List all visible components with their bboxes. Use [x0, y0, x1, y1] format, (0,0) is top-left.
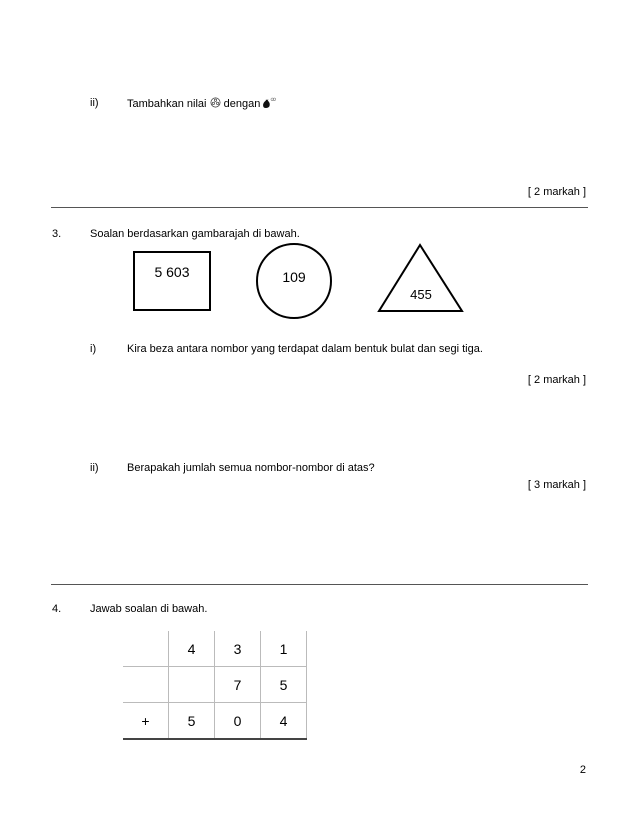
square-value: 5 603: [154, 264, 190, 280]
table-cell: [169, 667, 215, 703]
table-cell: [123, 667, 169, 703]
q3-part-i-marks: [ 2 markah ]: [527, 374, 586, 386]
q3-part-i-label: i): [90, 343, 97, 355]
circle-value: 109: [282, 269, 306, 285]
table-row: [123, 631, 307, 667]
table-cell: [123, 631, 169, 667]
addition-table: [123, 631, 307, 740]
q3-number: 3.: [52, 228, 62, 240]
q3-part-ii-marks: [ 3 markah ]: [527, 479, 586, 491]
q3-part-ii-text: Berapakah jumlah semua nombor-nombor di atas?: [127, 462, 375, 474]
table-cell: 4: [261, 703, 307, 740]
triangle-value: 455: [410, 287, 432, 302]
square-shape: [134, 252, 210, 310]
table-cell: 4: [169, 631, 215, 667]
q2-marks: [ 2 markah ]: [527, 186, 586, 198]
table-row: [123, 667, 307, 703]
q2-part-ii-text-b: dengan: [223, 97, 261, 110]
q4-number: 4.: [52, 603, 62, 615]
q3-part-ii-label: ii): [90, 462, 99, 474]
q3-intro: Soalan berdasarkan gambarajah di bawah.: [90, 228, 300, 240]
table-cell: 1: [261, 631, 307, 667]
table-cell: 5: [169, 703, 215, 740]
table-cell: 7: [215, 667, 261, 703]
q3-part-i-text: Kira beza antara nombor yang terdapat dalam bentuk bulat dan segi tiga.: [127, 343, 483, 355]
divider: [51, 584, 588, 585]
table-cell: +: [123, 703, 169, 740]
q3-shapes-figure: [0, 0, 638, 330]
table-cell: 5: [261, 667, 307, 703]
table-cell: 0: [215, 703, 261, 740]
q2-part-ii-label: ii): [90, 97, 99, 109]
q4-intro: Jawab soalan di bawah.: [90, 603, 208, 615]
table-row: [123, 703, 307, 740]
q2-part-ii-text-a: Tambahkan nilai: [127, 97, 207, 110]
table-cell: 3: [215, 631, 261, 667]
page-number: 2: [579, 764, 586, 776]
